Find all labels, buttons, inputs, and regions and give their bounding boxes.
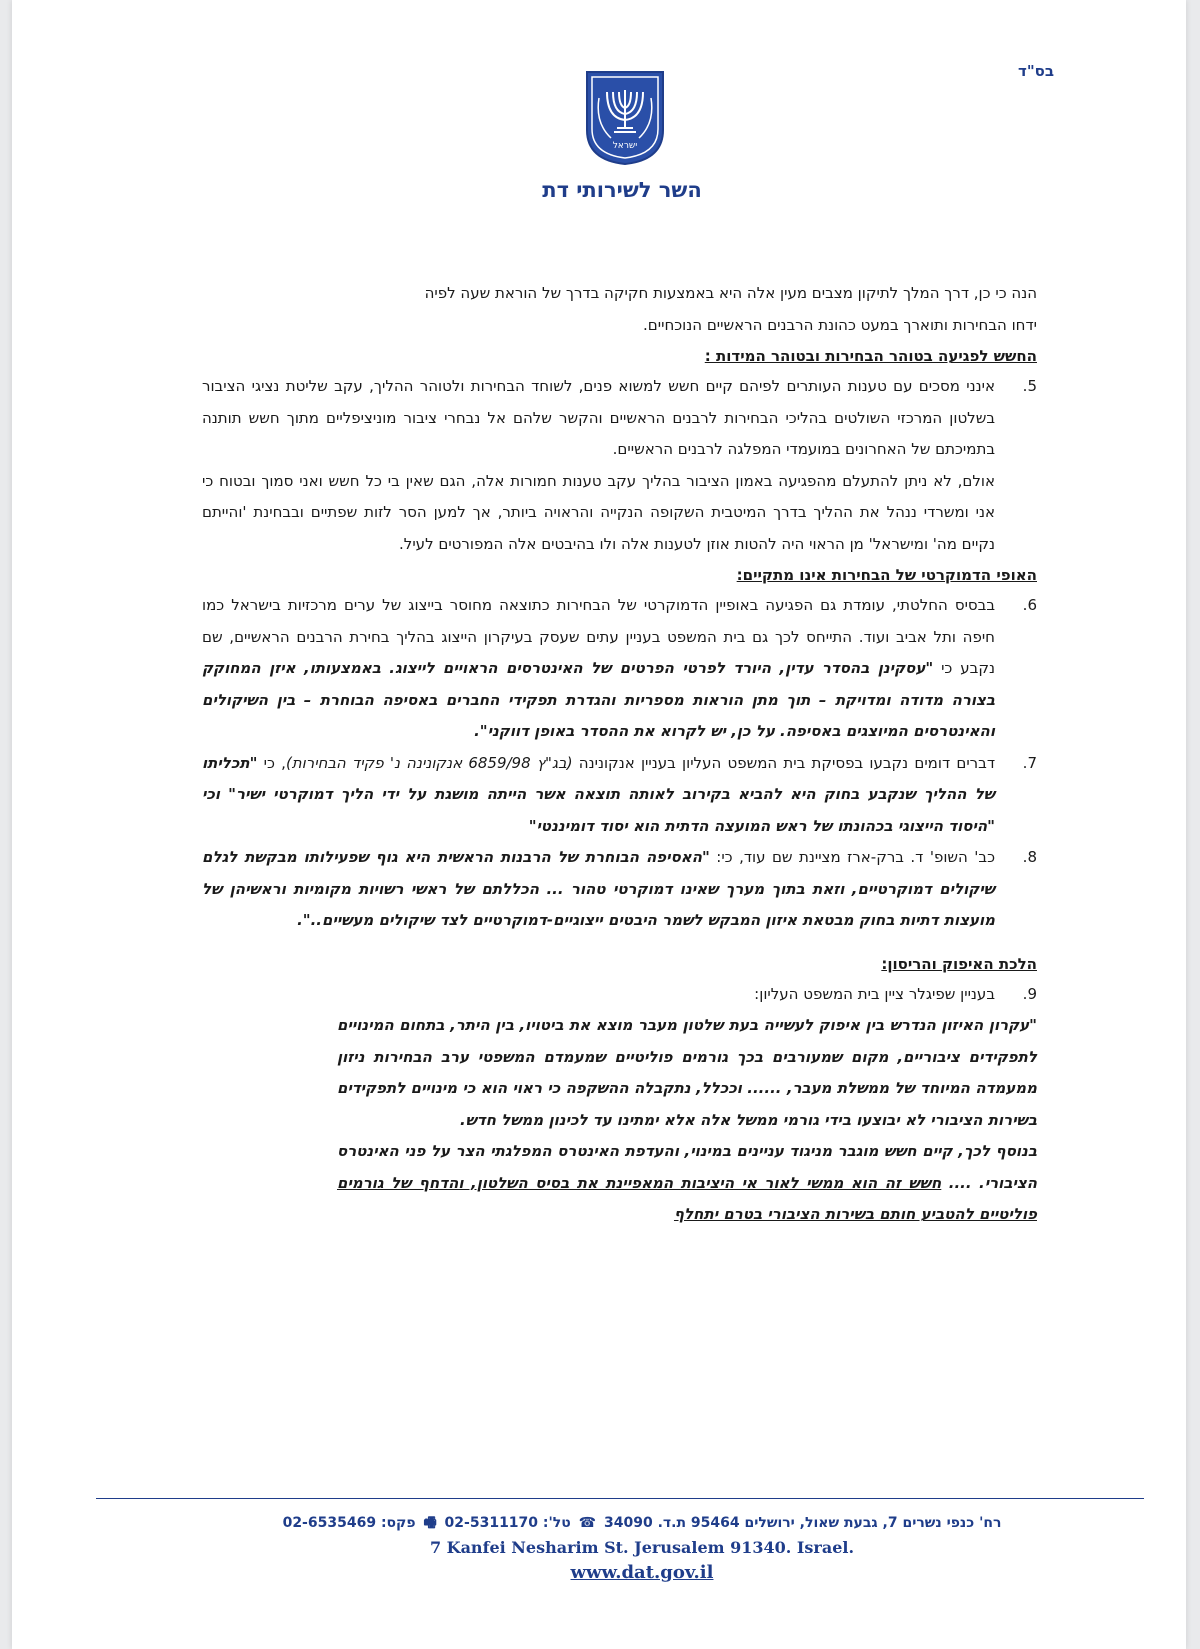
paragraph-number: 7.	[1022, 753, 1037, 772]
section-heading-restraint: הלכת האיפוק והריסון:	[881, 954, 1037, 973]
paragraph-7	[202, 748, 1037, 843]
paragraph-6	[202, 590, 1037, 748]
fax-icon: 🖷	[423, 1515, 437, 1531]
paragraph-number: 8.	[1022, 848, 1037, 866]
paragraph-8-quote: "האסיפה הבוחרת של הרבנות הראשית היא גוף שפעילותו מבקשת לגלם שיקולים דמוקרטיים, וזאת בתוך מערך שאינו דמוקרטי טהור ... הכללתם של ראשי רשויות מקומיות וראשיהן של מועצות דתיות בחוק מבטאת איזון המבקש לשמר היבטים ייצוגיים-דמוקרטיים לצד שיקולים מעשיים..".	[202, 848, 995, 929]
paragraph-7-quote: "תכליתו של ההליך שנקבע בחוק היא להביא בקירוב לאותה תוצאה אשר הייתה מושגת על ידי הליך דמוקרטי ישיר" וכי "היסוד הייצוגי בכהונתו של ראש המועצה הדתית הוא יסוד דומיננטי"	[202, 753, 995, 835]
footer-contact-line	[212, 1512, 1072, 1536]
paragraph-7-citation: (בג"ץ 6859/98 אנקונינה נ' פקיד הבחירות)	[285, 753, 573, 772]
section-heading-purity: החשש לפגיעה בטוהר הבחירות ובטוהר המידות :	[704, 347, 1037, 365]
footer-divider	[96, 1498, 1144, 1499]
footer-address-hebrew: רח' כנפי נשרים 7, גבעת שאול, ירושלים 95464 ת.ד. 34090	[603, 1515, 1002, 1531]
paragraph-5	[202, 371, 1037, 560]
paragraph-8-text: כב' השופ' ד. ברק-ארז מציינת שם עוד, כי:	[709, 848, 996, 866]
paragraph-7-text-b: , כי	[257, 753, 286, 772]
emblem-text: ישראל	[612, 141, 638, 151]
paragraph-8	[202, 842, 1037, 937]
paragraph-5-text-b: אולם, לא ניתן להתעלם מהפגיעה באמון הציבור בהליך עקב טענות חמורות אלה, הגם שאין בי כל חשש ואני סמוך ובטוח כי אני ומשרדי ננהל את ההליך בדרך המיטבית השקופה הנקייה והראויה ביותר, אך למען הסר לזות שפתיים ובבחינת 'והייתם נקיים מה' ומישראל' מן הראוי היה להטות אוזן לטענות אלה ולו בהיבטים אלה המפורטים לעיל.	[202, 471, 995, 553]
state-emblem-icon	[583, 68, 667, 166]
block-quote-2-underlined: חשש זה הוא ממשי לאור אי היציבות המאפיינת את בסיס השלטון, והדחף של גורמים פוליטיים להטביע חותם בשירות הציבורי בטרם יתחלף	[337, 1173, 1037, 1223]
footer-address-english: 7 Kanfei Nesharim St. Jerusalem 91340. Israel.	[429, 1538, 855, 1557]
paragraph-9-text: בעניין שפיגלר ציין בית המשפט העליון:	[754, 984, 995, 1003]
block-quote-1: "עקרון האיזון הנדרש בין איפוק לעשייה בעת שלטון מעבר מוצא את ביטויו, בין היתר, בתחום המינויים לתפקידים ציבוריים, מקום שמעורבים בכך גורמים פוליטיים שמעמדם המשפטי ערב הבחירות ניזון ממעמדה המיוחד של ממשלת מעבר, ...... וככלל, נתקבלה ההשקפה כי ראוי הוא כי מינויים לתפקידים בשירות הציבורי לא יבוצעו בידי גורמי ממשל אלה אלא ימתינו עד לכינון ממשל חדש.	[337, 1016, 1037, 1129]
footer-tel-label: טל':	[542, 1515, 571, 1531]
block-quote-2: בנוסף לכך, קיים חשש מוגבר מניגוד עניינים במינוי, והעדפת האינטרס המפלגתי הצר על פני האינטרס הציבורי. ....	[337, 1142, 1037, 1192]
paragraph-6-text: בבסיס החלטתי, עומדת גם הפגיעה באופיין הדמוקרטי של הבחירות כתוצאה מחוסר בייצוג של ערים מרכזיות בישראל כמו חיפה ותל אביב ועוד. התייחס לכך גם בית המשפט בעניין עתים שעסק בעיקרון הייצוג בהליך בחירת הרבנים הראשיים, שם נקבע כי	[202, 596, 995, 677]
document-page	[12, 0, 1186, 1649]
footer-website-link[interactable]: www.dat.gov.il	[570, 1562, 714, 1583]
footer-tel: 02-5311170	[444, 1515, 539, 1531]
paragraph-6-quote: "עסקינן בהסדר עדין, היורד לפרטי הפרטים של האינטרסים הראויים לייצוג. באמצעותו, איזן המחוקק בצורה מדודה ומדויקת – תוך מתן הוראות מספריות והגדרת תפקידי החברים באסיפה הבוחרת – בין השיקולים והאינטרסים המיוצגים באסיפה. על כן, יש לקרוא את ההסדר באופן דווקני".	[202, 659, 995, 740]
intro-line-2: ידחו הבחירות ותוארך במעט כהונת הרבנים הראשיים הנוכחיים.	[643, 315, 1037, 334]
footer-fax-label: פקס:	[380, 1515, 416, 1531]
ministry-title: השר לשירותי דת	[542, 178, 702, 202]
footer-fax: 02-6535469	[282, 1515, 377, 1531]
paragraph-7-text: דברים דומים נקבעו בפסיקת בית המשפט העליון בעניין אנקונינה	[572, 753, 996, 772]
intro-line-1: הנה כי כן, דרך המלך לתיקון מצבים מעין אלה היא באמצעות חקיקה בדרך של הוראת שעה לפיה	[424, 284, 1037, 302]
paragraph-9	[202, 979, 1037, 1011]
corner-mark: בס"ד	[1018, 62, 1054, 80]
paragraph-5-text: אינני מסכים עם טענות העותרים לפיהם קיים חשש למשוא פנים, לשוחד הבחירות ולטוהר ההליך, עקב שליטת נציגי הציבור בשלטון המרכזי השולטים בהליכי הבחירות לרבנים הראשיים והקשר שלהם אל נבחרי ציבור מוניציפליים מתוך חשש תותנה בתמיכתם של האחרונים במועמדי המפלגה לרבנים הראשיים.	[202, 377, 995, 458]
paragraph-number: 9.	[1022, 984, 1037, 1003]
section-heading-democratic: האופי הדמוקרטי של הבחירות אינו מתקיים:	[736, 566, 1037, 584]
paragraph-number: 6.	[1022, 596, 1037, 614]
phone-icon: ☎	[578, 1515, 597, 1531]
letter-body	[202, 278, 1037, 1231]
paragraph-number: 5.	[1022, 377, 1037, 395]
